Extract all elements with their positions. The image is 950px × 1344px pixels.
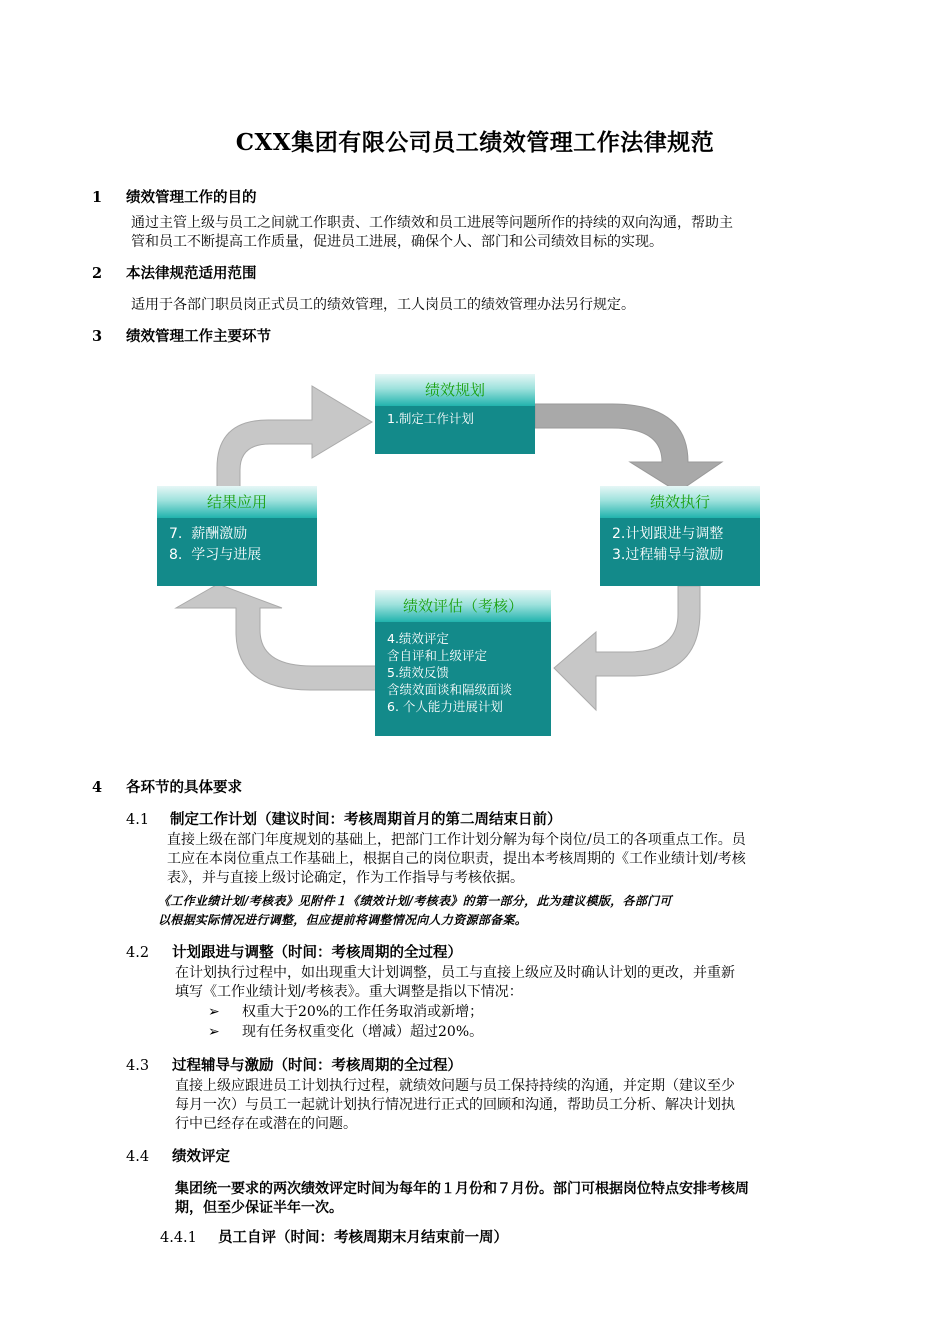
section-number: 3 <box>92 328 103 345</box>
evaluate-box <box>375 590 551 736</box>
paragraph-line: 管和员工不断提高工作质量，促进员工进展，确保个人、部门和公司绩效目标的实现。 <box>131 234 663 250</box>
execute-box <box>600 486 760 586</box>
paragraph-line: 填写《工作业绩计划/考核表》。重大调整是指以下情况： <box>175 984 523 1000</box>
paragraph-line: 表》，并与直接上级讨论确定，作为工作指导与考核依据。 <box>167 870 524 886</box>
bullet-item <box>208 1023 483 1042</box>
bullet-text: 现有任务权重变化（增减）超过20%。 <box>242 1024 484 1040</box>
bullet-text: 权重大于20%的工作任务取消或新增； <box>242 1004 484 1020</box>
section-4-heading <box>92 776 242 797</box>
subsection-title: 员工自评（时间：考核周期末月结束前一周） <box>218 1229 508 1246</box>
execute-box-line: 2.计划跟进与调整 <box>612 526 724 542</box>
paragraph-line: 集团统一要求的两次绩效评定时间为每年的１月份和７月份。部门可根据岗位特点安排考核周 <box>175 1181 749 1197</box>
section-title: 各环节的具体要求 <box>126 779 242 796</box>
subsection-4-4-heading <box>126 1145 230 1166</box>
subsection-4-1-note <box>158 892 868 930</box>
paragraph-line: 在计划执行过程中，如出现重大计划调整，员工与直接上级应及时确认计划的更改，并重新 <box>175 965 735 981</box>
arrow-plan-to-execute <box>535 404 722 492</box>
section-2-paragraph: 适用于各部门职员岗正式员工的绩效管理，工人岗员工的绩效管理办法另行规定。 <box>131 297 635 313</box>
apply-box-line: 7. 薪酬激励 <box>169 526 248 542</box>
execute-box-line: 3.过程辅导与激励 <box>612 547 724 563</box>
subsection-4-2-heading <box>126 941 462 962</box>
plan-box <box>375 374 535 454</box>
evaluate-box-line: 4.绩效评定 <box>387 631 449 646</box>
subsection-4-1-heading <box>126 808 562 829</box>
evaluate-box-line: 5.绩效反馈 <box>387 665 449 680</box>
apply-box-line: 8. 学习与进展 <box>169 547 262 563</box>
evaluate-box-line: 含绩效面谈和隔级面谈 <box>387 682 513 697</box>
subsection-title: 过程辅导与激励（时间：考核周期的全过程） <box>172 1057 462 1074</box>
paragraph-line: 直接上级在部门年度规划的基础上，把部门工作计划分解为每个岗位/员工的各项重点工作。员 <box>167 832 746 848</box>
note-line: 《工作业绩计划/考核表》见附件１《绩效计划/考核表》的第一部分，此为建议模版，各部门可 <box>158 894 672 908</box>
subsection-title: 制定工作计划（建议时间：考核周期首月的第二周结束日前） <box>170 811 562 828</box>
section-number: 1 <box>92 189 103 206</box>
evaluate-box-line: 6. 个人能力进展计划 <box>387 699 503 714</box>
subsection-number: 4.3 <box>126 1058 150 1074</box>
subsection-4-3-heading <box>126 1054 462 1075</box>
section-title: 本法律规范适用范围 <box>126 265 257 282</box>
section-title: 绩效管理工作的目的 <box>126 189 257 206</box>
bullet-item <box>208 1003 483 1022</box>
subsection-title: 绩效评定 <box>172 1148 230 1165</box>
apply-box-title: 结果应用 <box>157 486 317 518</box>
subsection-4-3-paragraph <box>175 1077 865 1134</box>
arrow-apply-to-plan <box>217 386 372 488</box>
subsection-number: 4.1 <box>126 812 150 828</box>
subsection-number: 4.2 <box>126 945 150 961</box>
arrow-execute-to-evaluate <box>554 586 700 710</box>
subsection-4-2-paragraph <box>175 964 865 1002</box>
note-line: 以根据实际情况进行调整，但应提前将调整情况向人力资源部备案。 <box>158 913 528 927</box>
execute-box-title: 绩效执行 <box>600 486 760 518</box>
section-number: 4 <box>92 779 103 796</box>
plan-box-title: 绩效规划 <box>375 374 535 406</box>
paragraph-line: 通过主管上级与员工之间就工作职责、工作绩效和员工进展等问题所作的持续的双向沟通，帮助主 <box>131 215 733 231</box>
page-title: CXX集团有限公司员工绩效管理工作法律规范 <box>235 129 715 156</box>
subsection-4-4-1-heading <box>160 1226 508 1247</box>
section-title: 绩效管理工作主要环节 <box>126 328 271 345</box>
evaluate-box-title: 绩效评估（考核） <box>375 590 551 622</box>
paragraph-line: 工应在本岗位重点工作基础上，根据自己的岗位职责，提出本考核周期的《工作业绩计划/考核 <box>167 851 746 867</box>
apply-box <box>157 486 317 586</box>
paragraph-line: 期，但至少保证半年一次。 <box>175 1200 343 1216</box>
bullet-arrow-icon: ➢ <box>208 1004 220 1020</box>
subsection-title: 计划跟进与调整（时间：考核周期的全过程） <box>172 944 462 961</box>
evaluate-box-line: 含自评和上级评定 <box>387 648 488 663</box>
paragraph-line: 直接上级应跟进员工计划执行过程，就绩效问题与员工保持持续的沟通，并定期（建议至少 <box>175 1078 735 1094</box>
subsection-number: 4.4.1 <box>160 1230 197 1246</box>
subsection-4-4-paragraph <box>175 1180 865 1218</box>
section-number: 2 <box>92 265 103 282</box>
paragraph-line: 行中已经存在或潜在的问题。 <box>175 1116 357 1132</box>
bullet-arrow-icon: ➢ <box>208 1024 220 1040</box>
subsection-number: 4.4 <box>126 1149 150 1165</box>
subsection-4-1-paragraph <box>167 831 867 888</box>
paragraph-line: 每月一次）与员工一起就计划执行情况进行正式的回顾和沟通，帮助员工分析、解决计划执 <box>175 1097 735 1113</box>
arrow-evaluate-to-apply <box>176 584 376 690</box>
plan-box-line: 1.制定工作计划 <box>387 411 474 426</box>
